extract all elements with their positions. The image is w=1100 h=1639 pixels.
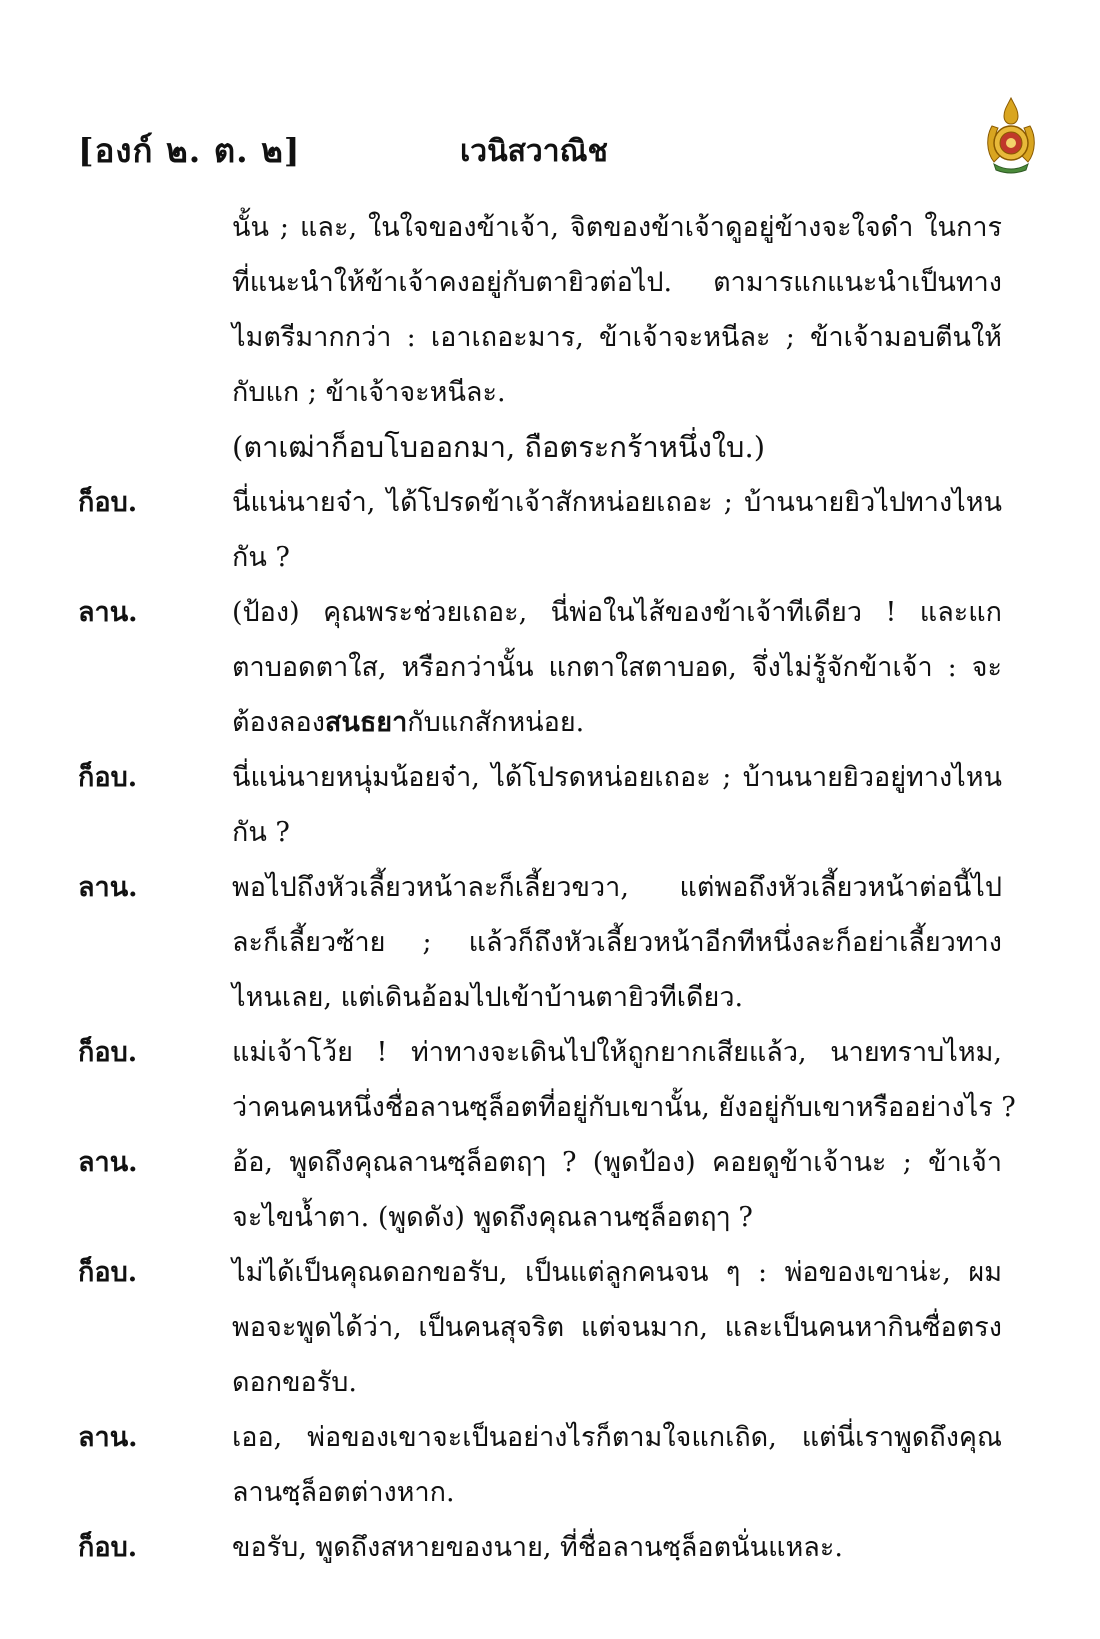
line-text: พอจะพูดได้ว่า, เป็นคนสุจริต แต่จนมาก, และเป็นคนหากินซื่อตรง — [232, 1312, 1002, 1343]
dialogue-line — [70, 1520, 1040, 1575]
dialogue-line — [70, 1355, 1040, 1410]
dialogue-line — [70, 1135, 1040, 1190]
dialogue-line — [70, 1190, 1040, 1245]
dialogue-line — [70, 1300, 1040, 1355]
line-text: ไหนเลย, แต่เดินอ้อมไปเข้าบ้านตายิวทีเดียว. — [232, 982, 744, 1013]
dialogue-line — [70, 860, 1040, 915]
emphasized-word: สนธยา — [324, 707, 408, 738]
line-text: ตาบอดตาใส, หรือกว่านั้น แกตาใสตาบอด, จึ่งไม่รู้จักข้าเจ้า : จะ — [232, 652, 1002, 683]
page-header — [70, 118, 1030, 178]
dialogue-line — [70, 255, 1040, 310]
speaker-name: ลาน. — [78, 1422, 138, 1453]
line-text: ไมตรีมากกว่า : เอาเถอะมาร, ข้าเจ้าจะหนีละ ; ข้าเจ้ามอบตีนให้ — [232, 322, 1002, 353]
dialogue-line — [70, 200, 1040, 255]
dialogue-line — [70, 640, 1040, 695]
dialogue-line — [70, 585, 1040, 640]
dialogue-line — [70, 695, 1040, 750]
line-text: ขอรับ, พูดถึงสหายของนาย, ที่ชื่อลานซฺล็อตนั่นแหละ. — [232, 1532, 843, 1563]
line-text: นั้น ; และ, ในใจของข้าเจ้า, จิตของข้าเจ้าดูอยู่ข้างจะใจดำ ในการ — [232, 212, 1002, 243]
stage-direction: (ตาเฒ่าก็อบโบออกมา, ถือตระกร้าหนึ่งใบ.) — [232, 430, 766, 464]
speaker-name: ก็อบ. — [78, 1257, 138, 1288]
dialogue-line — [70, 1025, 1040, 1080]
dialogue-line — [70, 1245, 1040, 1300]
dialogue-line — [70, 310, 1040, 365]
line-text: ดอกขอรับ. — [232, 1367, 357, 1398]
line-text: ลานซฺล็อตต่างหาก. — [232, 1477, 455, 1508]
dialogue-line — [70, 365, 1040, 420]
line-text-part: กับแกสักหน่อย. — [407, 707, 585, 738]
line-text: ละก็เลี้ยวซ้าย ; แล้วก็ถึงหัวเลี้ยวหน้าอีกทีหนึ่งละก็อย่าเลี้ยวทาง — [232, 927, 1002, 958]
speaker-name: ก็อบ. — [78, 1532, 138, 1563]
line-text: นี่แน่นายหนุ่มน้อยจ๋า, ได้โปรดหน่อยเถอะ ; บ้านนายยิวอยู่ทางไหน — [232, 762, 1002, 793]
line-text: อ้อ, พูดถึงคุณลานซฺล็อตฤๅ ? (พูดป้อง) คอยดูข้าเจ้านะ ; ข้าเจ้า — [232, 1147, 1002, 1178]
dialogue-line — [70, 750, 1040, 805]
line-text: กับแก ; ข้าเจ้าจะหนีละ. — [232, 377, 506, 408]
line-text: นี่แน่นายจ๋า, ได้โปรดข้าเจ้าสักหน่อยเถอะ ; บ้านนายยิวไปทางไหน — [232, 487, 1002, 518]
line-text: ไม่ได้เป็นคุณดอกขอรับ, เป็นแต่ลูกคนจน ๆ : พ่อของเขาน่ะ, ผม — [232, 1257, 1002, 1288]
dialogue-line — [70, 805, 1040, 860]
speaker-name: ก็อบ. — [78, 762, 138, 793]
line-text: พอไปถึงหัวเลี้ยวหน้าละก็เลี้ยวขวา, แต่พอถึงหัวเลี้ยวหน้าต่อนี้ไป — [232, 872, 1002, 903]
speaker-name: ก็อบ. — [78, 487, 138, 518]
royal-emblem-icon — [982, 96, 1040, 176]
line-text: กัน ? — [232, 542, 290, 573]
dialogue-line — [70, 530, 1040, 585]
speaker-name: ก็อบ. — [78, 1037, 138, 1068]
dialogue-line — [70, 1080, 1040, 1135]
dialogue-body — [70, 200, 1040, 1575]
dialogue-line — [70, 475, 1040, 530]
line-text: ที่แนะนำให้ข้าเจ้าคงอยู่กับตายิวต่อไป. ตามารแกแนะนำเป็นทาง — [232, 267, 1002, 298]
dialogue-line — [70, 420, 1040, 475]
line-text: ว่าคนคนหนึ่งชื่อลานซฺล็อตที่อยู่กับเขานั้น, ยังอยู่กับเขาหรืออย่างไร ? — [232, 1092, 1016, 1123]
line-text: (ป้อง) คุณพระช่วยเถอะ, นี่พ่อในไส้ของข้าเจ้าทีเดียว ! และแก — [232, 597, 1002, 628]
dialogue-line — [70, 915, 1040, 970]
speaker-name: ลาน. — [78, 872, 138, 903]
line-text: เออ, พ่อของเขาจะเป็นอย่างไรก็ตามใจแกเถิด, แต่นี่เราพูดถึงคุณ — [232, 1422, 1002, 1453]
running-title: เวนิสวาณิช — [460, 134, 608, 169]
dialogue-line — [70, 970, 1040, 1025]
dialogue-line — [70, 1465, 1040, 1520]
line-text — [232, 695, 1002, 750]
act-scene-label: [องก์ ๒. ต. ๒] — [78, 131, 301, 170]
line-text: แม่เจ้าโว้ย ! ท่าทางจะเดินไปให้ถูกยากเสียแล้ว, นายทราบไหม, — [232, 1037, 1002, 1068]
speaker-name: ลาน. — [78, 1147, 138, 1178]
line-text: จะไขน้ำตา. (พูดดัง) พูดถึงคุณลานซฺล็อตฤๅ ? — [232, 1202, 753, 1233]
line-text: กัน ? — [232, 817, 290, 848]
speaker-name: ลาน. — [78, 597, 138, 628]
line-text-part: ต้องลอง — [232, 707, 325, 738]
dialogue-line — [70, 1410, 1040, 1465]
